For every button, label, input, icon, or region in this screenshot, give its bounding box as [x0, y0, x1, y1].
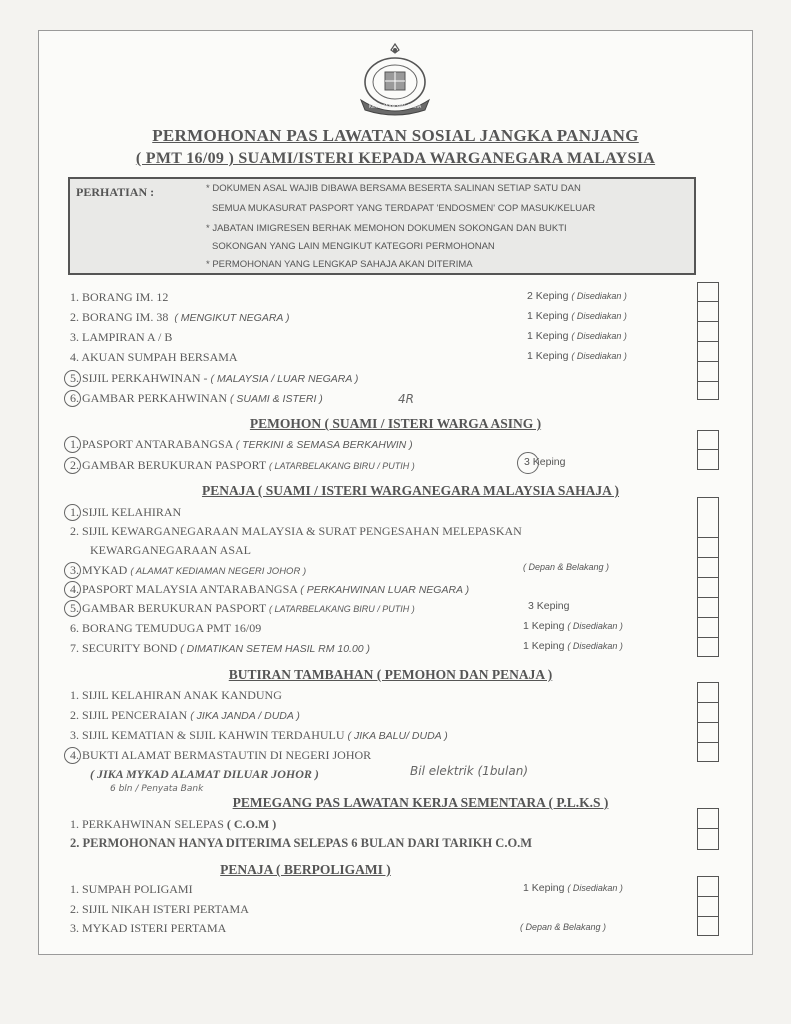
- list-item: 1. SIJIL KELAHIRAN: [70, 505, 182, 519]
- handwritten-circle: [64, 436, 81, 453]
- list-item: 1. SIJIL KELAHIRAN ANAK KANDUNG: [70, 688, 282, 702]
- notice-line-2: SEMUA MUKASURAT PASPORT YANG TERDAPAT 'ENDOSMEN' COP MASUK/KELUAR: [212, 203, 596, 214]
- handwritten-circle: [64, 504, 81, 521]
- handwritten-circle: [64, 600, 81, 617]
- section-heading-plks: PEMEGANG PAS LAWATAN KERJA SEMENTARA ( P.L.K.S ): [232, 795, 609, 810]
- notice-label: PERHATIAN :: [76, 185, 155, 199]
- list-item: 2. BORANG IM. 38 ( MENGIKUT NEGARA ): [70, 310, 290, 324]
- checkbox-column[interactable]: [697, 430, 719, 470]
- notice-box: [68, 177, 696, 275]
- handwritten-circle: [64, 581, 81, 598]
- list-item: KEWARGANEGARAAN ASAL: [90, 543, 251, 557]
- form-subtitle: ( PMT 16/09 ) SUAMI/ISTERI KEPADA WARGANEGARA MALAYSIA: [135, 150, 656, 167]
- handwritten-circle: [64, 390, 81, 407]
- form-title: PERMOHONAN PAS LAWATAN SOSIAL JANGKA PANJANG: [152, 126, 639, 145]
- checkbox-column[interactable]: [697, 808, 719, 850]
- section-heading-pemohon: PEMOHON ( SUAMI / ISTERI WARGA ASING ): [249, 416, 542, 431]
- handwritten-circle: [64, 370, 81, 387]
- handwritten-note: 6 bln / Penyata Bank: [110, 784, 204, 794]
- notice-line-1: * DOKUMEN ASAL WAJIB DIBAWA BERSAMA BESERTA SALINAN SETIAP SATU DAN: [206, 183, 581, 194]
- checkbox-column[interactable]: [697, 282, 719, 400]
- list-item: 3. SIJIL KEMATIAN & SIJIL KAHWIN TERDAHULU ( JIKA BALU/ DUDA ): [70, 728, 448, 742]
- immigration-crest-icon: [355, 40, 435, 116]
- checkbox-column[interactable]: [697, 876, 719, 936]
- section-heading-butiran: BUTIRAN TAMBAHAN ( PEMOHON DAN PENAJA ): [228, 667, 553, 682]
- section-heading-poligami: PENAJA ( BERPOLIGAMI ): [220, 862, 391, 877]
- list-item: 6. GAMBAR PERKAHWINAN ( SUAMI & ISTERI ): [70, 391, 323, 405]
- notice-line-4: SOKONGAN YANG LAIN MENGIKUT KATEGORI PERMOHONAN: [212, 241, 495, 252]
- checkbox-column[interactable]: [697, 497, 719, 657]
- checkbox-column[interactable]: [697, 682, 719, 762]
- section-heading-penaja: PENAJA ( SUAMI / ISTERI WARGANEGARA MALAYSIA SAHAJA ): [201, 483, 620, 498]
- quantity-note: ( Depan & Belakang ): [523, 562, 610, 572]
- list-item: 1. PERKAHWINAN SELEPAS ( C.O.M ): [70, 817, 277, 831]
- list-item: 3. MYKAD ( ALAMAT KEDIAMAN NEGERI JOHOR ): [70, 563, 307, 577]
- list-item: 6. BORANG TEMUDUGA PMT 16/09: [70, 621, 262, 635]
- quantity-label: 1 Keping ( Disediakan ): [523, 620, 623, 632]
- quantity-label: 1 Keping ( Disediakan ): [527, 310, 627, 322]
- list-item: 2. SIJIL KEWARGANEGARAAN MALAYSIA & SURAT PENGESAHAN MELEPASKAN: [70, 524, 522, 538]
- quantity-label: 1 Keping ( Disediakan ): [527, 350, 627, 362]
- list-item: 1. SUMPAH POLIGAMI: [70, 882, 193, 896]
- handwritten-note: Bil elektrik (1bulan): [410, 764, 529, 778]
- notice-line-3: * JABATAN IMIGRESEN BERHAK MEMOHON DOKUMEN SOKONGAN DAN BUKTI: [206, 223, 567, 234]
- list-item: 4. PASPORT MALAYSIA ANTARABANGSA ( PERKAHWINAN LUAR NEGARA ): [70, 582, 470, 596]
- notice-line-5: * PERMOHONAN YANG LENGKAP SAHAJA AKAN DITERIMA: [206, 259, 473, 270]
- list-item: 7. SECURITY BOND ( DIMATIKAN SETEM HASIL RM 10.00 ): [70, 641, 371, 655]
- handwritten-circle: [517, 452, 539, 474]
- list-item: 2. GAMBAR BERUKURAN PASPORT ( LATARBELAKANG BIRU / PUTIH ): [70, 458, 415, 472]
- list-item: 1. PASPORT ANTARABANGSA ( TERKINI & SEMASA BERKAHWIN ): [70, 437, 413, 451]
- list-item: 5. SIJIL PERKAHWINAN - ( MALAYSIA / LUAR NEGARA ): [70, 371, 359, 385]
- list-item: 5. GAMBAR BERUKURAN PASPORT ( LATARBELAKANG BIRU / PUTIH ): [70, 601, 415, 615]
- crest-ribbon-text: KERAJAAN MALAYSIA: [368, 104, 422, 110]
- handwritten-note: 4R: [398, 392, 414, 406]
- list-item: 3. LAMPIRAN A / B: [70, 330, 173, 344]
- list-item: 2. PERMOHONAN HANYA DITERIMA SELEPAS 6 BULAN DARI TARIKH C.O.M: [70, 836, 533, 850]
- handwritten-circle: [64, 562, 81, 579]
- list-item: 2. SIJIL PENCERAIAN ( JIKA JANDA / DUDA ): [70, 708, 300, 722]
- handwritten-circle: [64, 747, 81, 764]
- list-item: 4. BUKTI ALAMAT BERMASTAUTIN DI NEGERI JOHOR: [70, 748, 372, 762]
- quantity-label: 3 Keping: [528, 600, 570, 612]
- list-item: ( JIKA MYKAD ALAMAT DILUAR JOHOR ): [90, 767, 319, 781]
- handwritten-circle: [64, 457, 81, 474]
- quantity-label: 2 Keping ( Disediakan ): [527, 290, 627, 302]
- quantity-label: 1 Keping ( Disediakan ): [523, 882, 623, 894]
- list-item: 1. BORANG IM. 12: [70, 290, 169, 304]
- list-item: 3. MYKAD ISTERI PERTAMA: [70, 921, 227, 935]
- quantity-label: 1 Keping ( Disediakan ): [523, 640, 623, 652]
- quantity-note: ( Depan & Belakang ): [520, 922, 607, 932]
- quantity-label: 1 Keping ( Disediakan ): [527, 330, 627, 342]
- list-item: 4. AKUAN SUMPAH BERSAMA: [70, 350, 238, 364]
- quantity-label: 3 Keping: [524, 456, 566, 468]
- list-item: 2. SIJIL NIKAH ISTERI PERTAMA: [70, 902, 249, 916]
